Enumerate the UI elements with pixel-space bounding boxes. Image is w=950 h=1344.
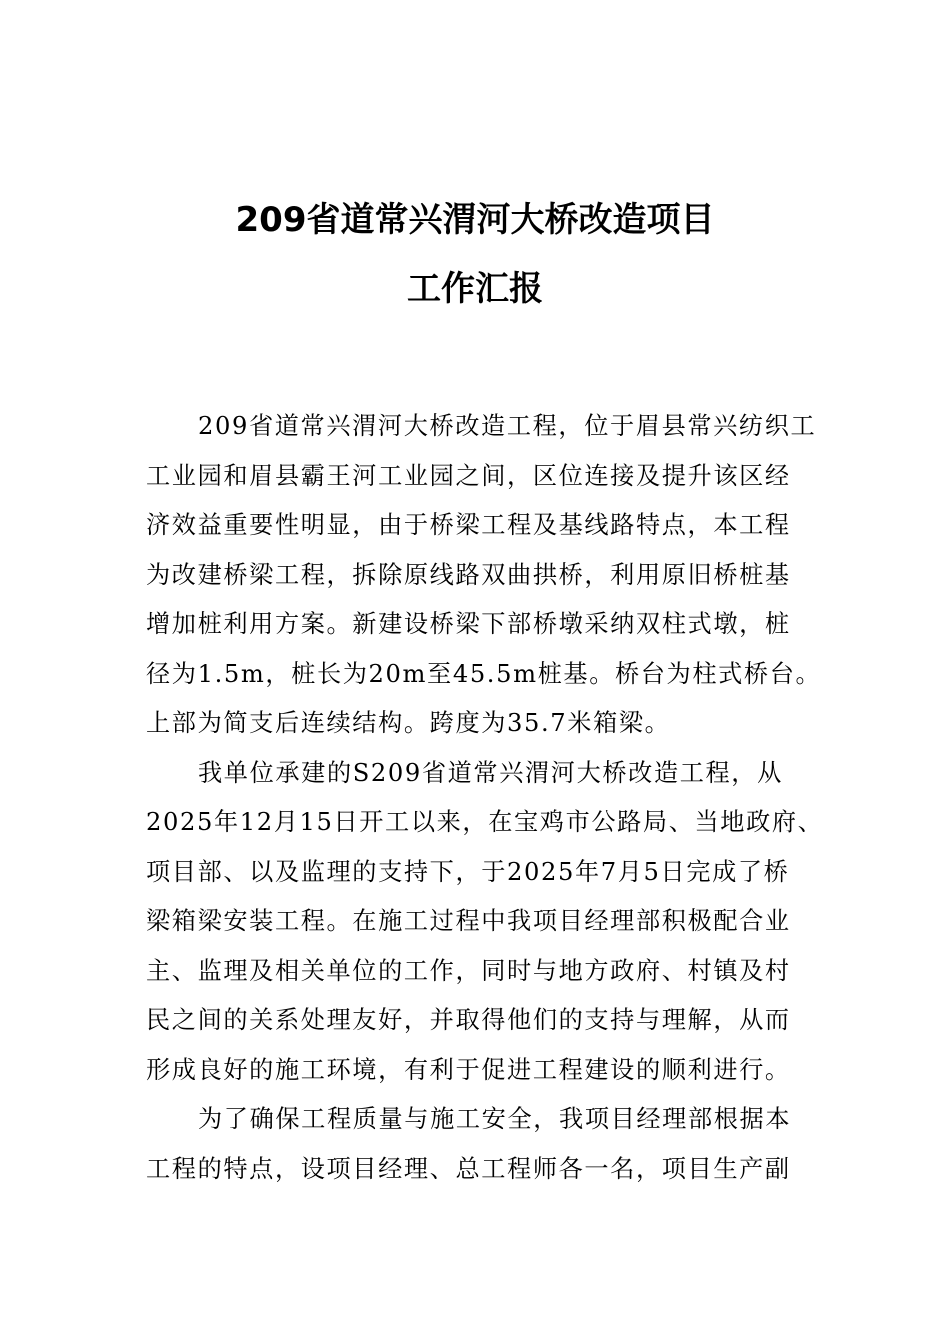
paragraph-1 [146,402,822,749]
text-line: 增加桩利用方案。新建设桥梁下部桥墩采纳双柱式墩，桩 [146,610,791,638]
text-line: 济效益重要性明显，由于桥梁工程及基线路特点，本工程 [146,511,791,539]
document-body [146,402,824,1194]
text-line: 民之间的关系处理友好，并取得他们的支持与理解，从而 [146,1006,791,1034]
text-line: 工业园和眉县霸王河工业园之间，区位连接及提升该区经 [146,461,791,490]
paragraph-2 [146,749,824,1096]
text-line: 为了确保工程质量与施工安全，我项目经理部根据本 [198,1105,792,1133]
text-line: 项目部、以及监理的支持下，于2025年7月5日完成了桥 [146,857,790,886]
text-line: 为改建桥梁工程，拆除原线路双曲拱桥，利用原旧桥桩基 [146,560,791,589]
text-line: 梁箱梁安装工程。在施工过程中我项目经理部积极配合业 [146,907,791,935]
text-line: 我单位承建的S209省道常兴渭河大桥改造工程，从 [198,758,783,787]
paragraph-3 [146,1095,806,1194]
document-title: 209省道常兴渭河大桥改造项目 [235,200,715,240]
text-line: 2025年12月15日开工以来，在宝鸡市公路局、当地政府、 [146,808,824,836]
document-subtitle: 工作汇报 [407,269,543,309]
text-line: 209省道常兴渭河大桥改造工程，位于眉县常兴纺织工 [198,412,817,440]
text-line: 上部为简支后连续结构。跨度为35.7米箱梁。 [146,709,671,737]
text-line: 工程的特点，设项目经理、总工程师各一名，项目生产副 [146,1154,791,1183]
text-line: 形成良好的施工环境，有利于促进工程建设的顺利进行。 [146,1055,791,1084]
text-line: 径为1.5m，桩长为20m至45.5m桩基。桥台为柱式桥台。 [146,659,822,688]
text-line: 主、监理及相关单位的工作，同时与地方政府、村镇及村 [146,956,791,985]
